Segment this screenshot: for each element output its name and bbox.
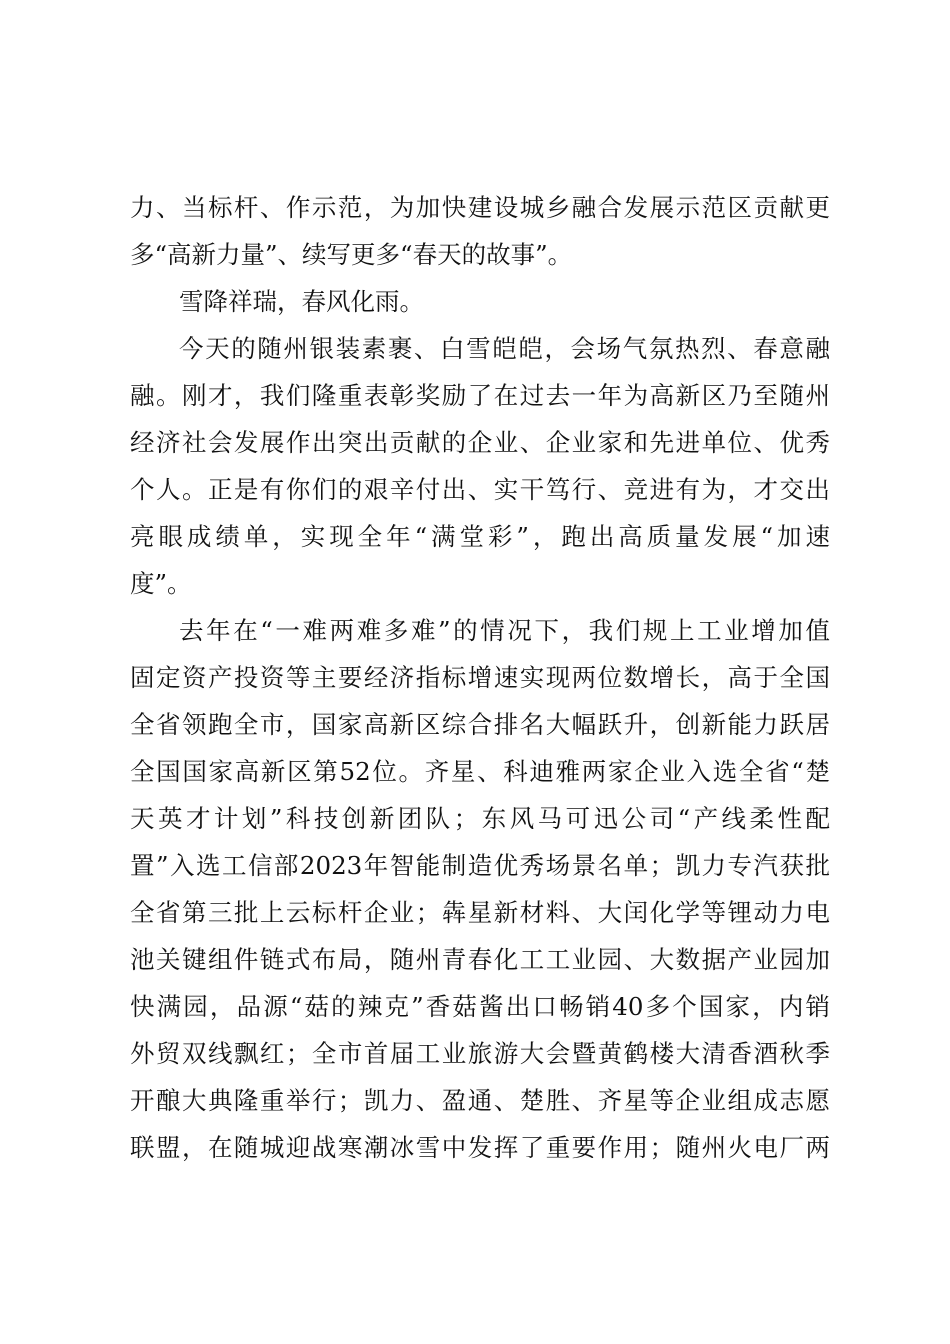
text-line: 天英才计划”科技创新团队；东风马可迅公司“产线柔性配 <box>130 804 830 833</box>
text-line: 多“高新力量”、续写更多“春天的故事”。 <box>130 240 573 269</box>
text-line: 快满园，品源“菇的辣克”香菇酱出口畅销40多个国家，内销 <box>130 992 830 1021</box>
text-line: 融。刚才，我们隆重表彰奖励了在过去一年为高新区乃至随州 <box>130 381 830 410</box>
text-line: 力、当标杆、作示范，为加快建设城乡融合发展示范区贡献更 <box>130 193 830 222</box>
text-line: 经济社会发展作出突出贡献的企业、企业家和先进单位、优秀 <box>130 428 830 457</box>
text-line: 亮眼成绩单，实现全年“满堂彩”，跑出高质量发展“加速 <box>130 522 830 551</box>
text-line: 今天的随州银装素裹、白雪皑皑，会场气氛热烈、春意融 <box>179 334 830 363</box>
text-line: 度”。 <box>130 569 192 598</box>
text-line: 置”入选工信部2023年智能制造优秀场景名单；凯力专汽获批 <box>130 851 830 880</box>
document-body <box>130 184 830 1171</box>
text-line: 去年在“一难两难多难”的情况下，我们规上工业增加值 <box>179 616 830 645</box>
text-line: 池关键组件链式布局，随州青春化工工业园、大数据产业园加 <box>130 945 830 974</box>
text-line: 开酿大典隆重举行；凯力、盈通、楚胜、齐星等企业组成志愿 <box>130 1086 830 1115</box>
text-line: 全省领跑全市，国家高新区综合排名大幅跃升，创新能力跃居 <box>130 710 830 739</box>
text-line: 雪降祥瑞，春风化雨。 <box>179 287 424 316</box>
text-line: 个人。正是有你们的艰辛付出、实干笃行、竞进有为，才交出 <box>130 475 830 504</box>
text-line: 全省第三批上云标杆企业；犇星新材料、大闰化学等锂动力电 <box>130 898 830 927</box>
text-line: 联盟，在随城迎战寒潮冰雪中发挥了重要作用；随州火电厂两 <box>130 1133 830 1162</box>
text-line: 全国国家高新区第52位。齐星、科迪雅两家企业入选全省“楚 <box>130 757 830 786</box>
text-line: 固定资产投资等主要经济指标增速实现两位数增长，高于全国 <box>130 663 830 692</box>
text-line: 外贸双线飘红；全市首届工业旅游大会暨黄鹤楼大清香酒秋季 <box>130 1039 830 1068</box>
